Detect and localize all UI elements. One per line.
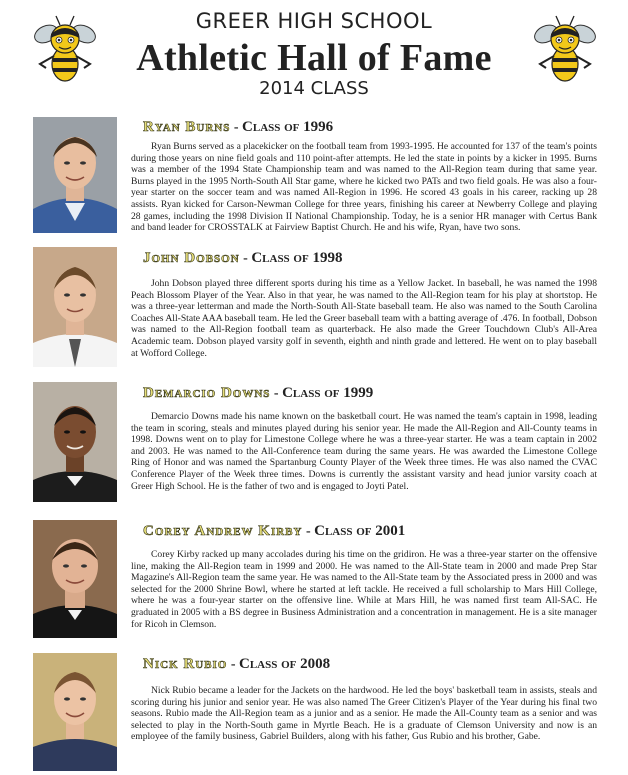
inductee-bio: Demarcio Downs made his name known on the basketball court. He was named the team's captain in 1998, leading the team in scoring, steals and minutes played during his senior year. He made the All-Region and All-County teams in 1998. Downs went on to play for Limestone College where he was a three-year starter. He was a team captain in 2002 and 2003. He was named to the All-Conference team during the same years. He was awarded the Limestone College Ring of Honor and was named the Spartanburg County Player of the Week three times. He was also named the CVAC Conference Player of the Week three times. Downs is currently the assistant varsity and head junior varsity coach at Greer High School. He is the father of two and is engaged to Joyti Patel.: [131, 411, 597, 492]
heading-separator: -: [270, 386, 283, 401]
inductee-bio: Ryan Burns served as a placekicker on the football team from 1993-1995. He accounted for 137 of the team's points during those years on nine field goals and 110 point-after attempts. He led the state in points by a kicker in 1995. Burns was a member of the 1994 State Championship team and was named to the All-Region team during that same year. Burns played in the 1995 North-South All Star game, where he kicked two PATs and two field goals. He was also a four-year starter on the soccer team and was named All-Region in 1996. He scored 43 goals in his career, racking up 28 assists. Ryan kicked for Carson-Newman College for three years, finishing his career at Newberry College and playing 28 games, including the 1998 Division II National Championship. Today, he is a senior HR manager with Certus Bank and band leader for CROSSTALK at Fairview Baptist Church. He and his wife, Ryan, have two sons.: [131, 141, 597, 234]
inductee-heading: [143, 250, 342, 267]
class-year: 2014 CLASS: [259, 78, 369, 99]
inductee-class: Class of 1996: [242, 119, 334, 135]
inductee-name: Nick Rubio: [143, 656, 228, 672]
inductee-name: Demarcio Downs: [143, 385, 271, 401]
inductee-class: Class of 2008: [239, 656, 331, 672]
inductee-photo: [33, 247, 117, 367]
heading-separator: -: [230, 120, 243, 135]
inductee-bio: John Dobson played three different sports during his time as a Yellow Jacket. In baseball, he was named the 1998 Peach Blossom Player of the Year. Also in that year, he was named to the All-Region team for his play at shortstop. He was a three-year letterman and made the North-South All-State baseball team. He also was named to the South Carolina Coaches All-State AAA baseball team. He led the Greer baseball team with a batting average of .476. In football, Dobson was named to the All-Region football team as quarterback. He also made the Greer Touchdown Club's All-Area Academic team. Dobson played varsity golf in seventh, eighth and ninth grade and lettered. He went on to play baseball at Wofford College.: [131, 278, 597, 359]
inductee-photo: [33, 382, 117, 502]
inductee-name: Ryan Burns: [143, 119, 231, 135]
inductee-bio: Nick Rubio became a leader for the Jackets on the hardwood. He led the boys' basketball team in assists, steals and scoring during his junior and senior year. He was also named The Greer Citizen's Player of the Year during his final two seasons. Rubio made the All-Region team as a junior and as a senior. He made the All-County team as a senior and was selected to play in the North-South game in Myrtle Beach. He is a graduate of Clemson University and now is an employee of the family business, Gabriel Builders, along with his father, Gus Rubio and his brother, Gabe.: [131, 685, 597, 743]
page-title: Athletic Hall of Fame: [136, 37, 492, 79]
inductee-heading: [143, 385, 373, 402]
inductee-photo: [33, 653, 117, 771]
inductee-heading: [143, 656, 330, 673]
inductee-class: Class of 1999: [282, 385, 374, 401]
inductee-heading: [143, 523, 405, 540]
heading-separator: -: [227, 657, 239, 672]
inductee-photo: [33, 520, 117, 638]
heading-separator: -: [302, 524, 315, 539]
inductee-bio: Corey Kirby racked up many accolades during his time on the gridiron. He was a three-year starter on the offensive line, making the All-Region team in 1999 and 2000. He was named to the All-State team in 2000 and made Prep Star Magazine's All-Region team the same year. He was named to the All-State team by the Associated press in 2000 and was selected for the 2000 Shrine Bowl, where he started at left tackle. He received a full scholarship to Mars Hill College, where he was a four-year starter on the offensive line. While at Mars Hill, he was named first team All-SAC. He graduated in 2005 with a BS degree in Business Administration and a concentration in management. He is a site manager for Ricoh in Clemson.: [131, 549, 597, 630]
inductee-photo: [33, 117, 117, 233]
heading-separator: -: [239, 251, 252, 266]
inductee-heading: [143, 119, 333, 136]
inductee-class: Class of 2001: [314, 523, 406, 539]
inductee-class: Class of 1998: [251, 250, 343, 266]
school-name: GREER HIGH SCHOOL: [195, 9, 433, 33]
page-header: [0, 0, 628, 108]
inductee-name: Corey Andrew Kirby: [143, 523, 303, 539]
inductee-name: John Dobson: [143, 250, 240, 266]
